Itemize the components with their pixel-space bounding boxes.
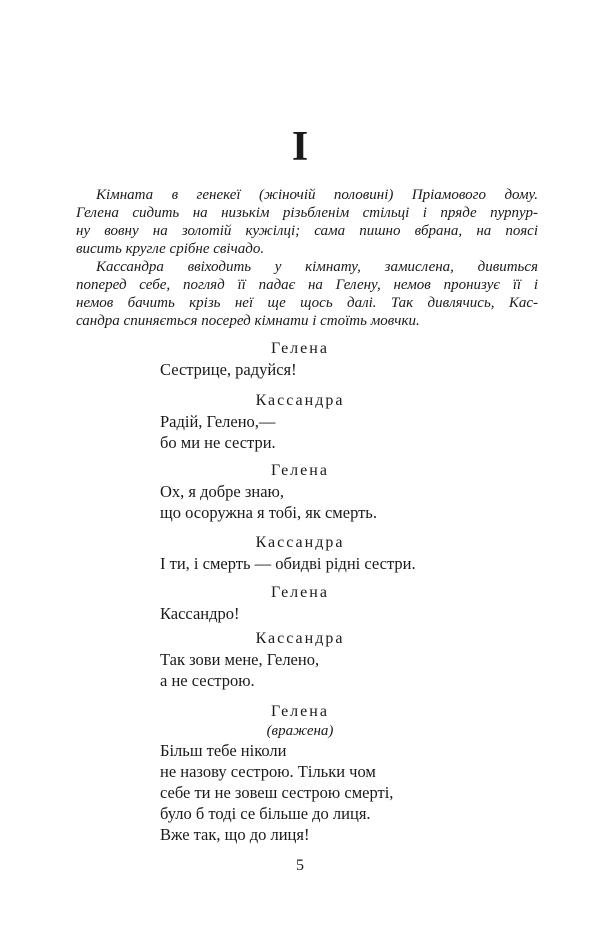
verse-line: бо ми не сестри. bbox=[160, 433, 276, 452]
verse-line: Сестрице, радуйся! bbox=[160, 360, 297, 379]
dialogue-block bbox=[160, 390, 540, 453]
verse-line: Так зови мене, Гелено, bbox=[160, 650, 320, 669]
verse-line: а не сестрою. bbox=[160, 671, 255, 690]
speaker-name: Кассандра bbox=[255, 630, 345, 647]
dialogue-block bbox=[160, 460, 540, 523]
prose-line: Кімната в генекеї (жіночій половині) Пріамового дому. bbox=[96, 187, 538, 203]
stage-direction bbox=[76, 186, 538, 330]
dialogue-block bbox=[160, 532, 540, 574]
page-number: 5 bbox=[296, 857, 304, 874]
dialogue-block bbox=[160, 582, 540, 624]
dialogue-block bbox=[160, 338, 540, 380]
speaker-name: Гелена bbox=[271, 584, 329, 601]
speaker-name: Кассандра bbox=[255, 534, 345, 551]
verse-line: себе ти не зовеш сестрою смерті, bbox=[160, 783, 394, 802]
verse-line: було б тоді се більше до лиця. bbox=[160, 804, 371, 823]
verse-line: що осоружна я тобі, як смерть. bbox=[160, 503, 377, 522]
verse-line: І ти, і смерть — обидві рідні сестри. bbox=[160, 554, 416, 573]
verse-line: не назову сестрою. Тільки чом bbox=[160, 762, 376, 781]
speaker-name: Кассандра bbox=[255, 392, 345, 409]
verse-line: Ох, я добре знаю, bbox=[160, 482, 284, 501]
dialogue-block bbox=[160, 628, 540, 691]
dialogue-block bbox=[160, 701, 540, 845]
prose-line: Кассандра ввіходить у кімнату, замислена, дивиться bbox=[96, 259, 538, 275]
verse-line: Вже так, що до лиця! bbox=[160, 825, 310, 844]
verse-line: Радій, Гелено,— bbox=[160, 412, 276, 431]
speaker-name: Гелена bbox=[271, 462, 329, 479]
prose-line: поперед себе, погляд її падає на Гелену, немов пронизує її і bbox=[76, 277, 538, 293]
verse-line: Кассандро! bbox=[160, 604, 240, 623]
stage-direction-inline: (вражена) bbox=[266, 723, 334, 739]
speaker-name: Гелена bbox=[271, 340, 329, 357]
verse-line: Більш тебе ніколи bbox=[160, 741, 287, 760]
prose-line: Гелена сидить на низькім різьбленім стільці і пряде пурпур- bbox=[76, 205, 538, 221]
speaker-name: Гелена bbox=[271, 703, 329, 720]
prose-line: немов бачить крізь неї ще щось далі. Так дивлячись, Кас- bbox=[76, 295, 538, 311]
prose-line: висить кругле срібне свічадо. bbox=[76, 241, 265, 257]
prose-line: ну вовну на золотій кужілці; сама пишно вбрана, на поясі bbox=[76, 223, 538, 239]
prose-line: сандра спиняється посеред кімнати і стоїть мовчки. bbox=[76, 313, 420, 329]
act-title: I bbox=[291, 124, 309, 170]
